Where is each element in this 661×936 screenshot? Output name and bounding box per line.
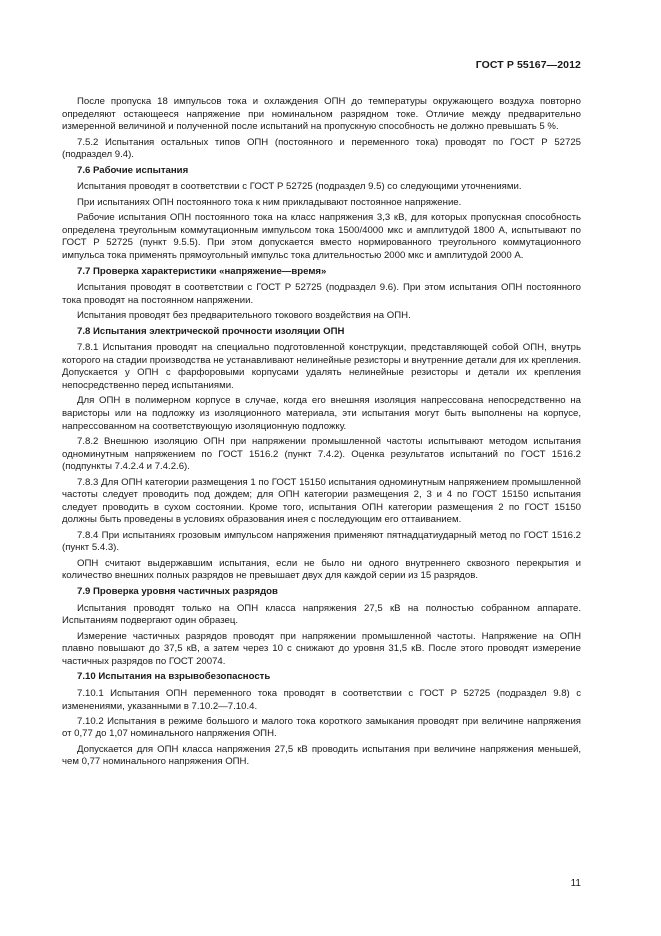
paragraph-7-8-polymer-housing: Для ОПН в полимерном корпусе в случае, когда его внешняя изоляция напрессована непосредственно на варисторы или на подложку из изоляционного материала, эти испытания могут быть выполнены на корпусе, напрессованном на соответствующую изоляционную подложку. — [62, 395, 581, 432]
paragraph-7-7-no-preload: Испытания проводят без предварительного токового воздействия на ОПН. — [77, 310, 411, 322]
paragraph-7-9-scope: Испытания проводят только на ОПН класса напряжения 27,5 кВ на полностью собранном аппарате. Испытаниям подвергают один образец. — [62, 602, 581, 627]
page-number: 11 — [570, 878, 581, 889]
section-heading-7-8: 7.8 Испытания электрической прочности изоляции ОПН — [77, 325, 345, 337]
section-heading-7-9: 7.9 Проверка уровня частичных разрядов — [77, 585, 278, 597]
paragraph-7-8-4: 7.8.4 При испытаниях грозовым импульсом напряжения применяют пятнадцатиударный метод по ГОСТ 1516.2 (пункт 5.4.3). — [62, 529, 581, 554]
paragraph-7-8-pass-criteria: ОПН считают выдержавшим испытания, если не было ни одного внутреннего сквозного перекрытия и количество внешних полных разрядов не превышает двух для каждой серии из 15 разрядов. — [62, 557, 581, 582]
section-heading-7-6: 7.6 Рабочие испытания — [77, 164, 189, 176]
paragraph-7-8-1: 7.8.1 Испытания проводят на специально подготовленной конструкции, представляющей собой ОПН, внутрь которого на стадии производства не устанавливают нелинейные резисторы и внутренние детали для их крепления. Допускается у ОПН с фарфоровыми корпусами удалять нелинейные резисторы и детали их крепления непосредственно перед испытаниями. — [62, 342, 581, 392]
paragraph-7-8-2: 7.8.2 Внешнюю изоляцию ОПН при напряжении промышленной частоты испытывают методом испытания одноминутным напряжением по ГОСТ 1516.2 (пункт 7.4.2). Оценка результатов испытаний по ГОСТ 1516.2 (подпункты 7.4.2.4 и 7.4.2.6). — [62, 436, 581, 473]
paragraph-7-6-operating-tests: Рабочие испытания ОПН постоянного тока на класс напряжения 3,3 кВ, для которых пропускная способность определена треугольным коммутационным импульсом тока 1500/4000 мкс и амплитудой 1800 А, испытывают по ГОСТ Р 52725 (пункт 9.5.5). При этом допускается вместо нормированного треугольного коммутационного импульса тока применять прямоугольный импульс тока длительностью 2000 мкс и амплитудой 2000 А. — [62, 212, 581, 261]
paragraph-7-9-measurement: Измерение частичных разрядов проводят при напряжении промышленной частоты. Напряжение на ОПН плавно повышают до 37,5 кВ, а затем через 10 с снижают до уровня 31,5 кВ. После этого проводят измерение частичных разрядов по ГОСТ 20074. — [62, 630, 581, 667]
paragraph-pass-capacity-result: После пропуска 18 импульсов тока и охлаждения ОПН до температуры окружающего воздуха повторно определяют остающееся напряжение при номинальном разрядном токе. Отличие между предварительно измеренной величиной и полученной после испытаний на пропускную способность не должно превышать 5 %. — [62, 96, 581, 133]
section-heading-7-7: 7.7 Проверка характеристики «напряжение—время» — [77, 265, 327, 277]
paragraph-7-10-1: 7.10.1 Испытания ОПН переменного тока проводят в соответствии с ГОСТ Р 52725 (подраздел 9.8) с изменениями, указанными в 7.10.2—7.10.4. — [62, 687, 581, 712]
paragraph-7-10-reduced-voltage: Допускается для ОПН класса напряжения 27,5 кВ проводить испытания при величине напряжения меньшей, чем 0,77 номинального напряжения ОПН. — [62, 743, 581, 768]
document-body — [62, 96, 581, 772]
paragraph-7-6-intro: Испытания проводят в соответствии с ГОСТ Р 52725 (подраздел 9.5) со следующими уточнениями. — [77, 181, 522, 193]
paragraph-7-10-2: 7.10.2 Испытания в режиме большого и малого тока короткого замыкания проводят при величине напряжения от 0,77 до 1,07 номинального напряжения ОПН. — [62, 715, 581, 740]
standard-number-header: ГОСТ Р 55167—2012 — [475, 59, 581, 71]
section-heading-7-10: 7.10 Испытания на взрывобезопасность — [77, 671, 271, 683]
paragraph-7-7-method: Испытания проводят в соответствии с ГОСТ Р 52725 (подраздел 9.6). При этом испытания ОПН постоянного тока проводят на постоянном напряжении. — [62, 282, 581, 306]
paragraph-7-6-dc-voltage: При испытаниях ОПН постоянного тока к ним прикладывают постоянное напряжение. — [77, 196, 462, 208]
paragraph-7-5-2: 7.5.2 Испытания остальных типов ОПН (постоянного и переменного тока) проводят по ГОСТ Р 52725 (подраздел 9.4). — [62, 136, 581, 161]
paragraph-7-8-3: 7.8.3 Для ОПН категории размещения 1 по ГОСТ 15150 испытания одноминутным напряжением промышленной частоты следует проводить под дождем; для ОПН категории размещения 2, 3 и 4 по ГОСТ 15150 испытания следует проводить в сухом состоянии. Кроме того, испытания ОПН категории размещения 2 по ГОСТ 15150 должны быть проведены в условиях образования инея с последующим его оттаиванием. — [62, 476, 581, 526]
